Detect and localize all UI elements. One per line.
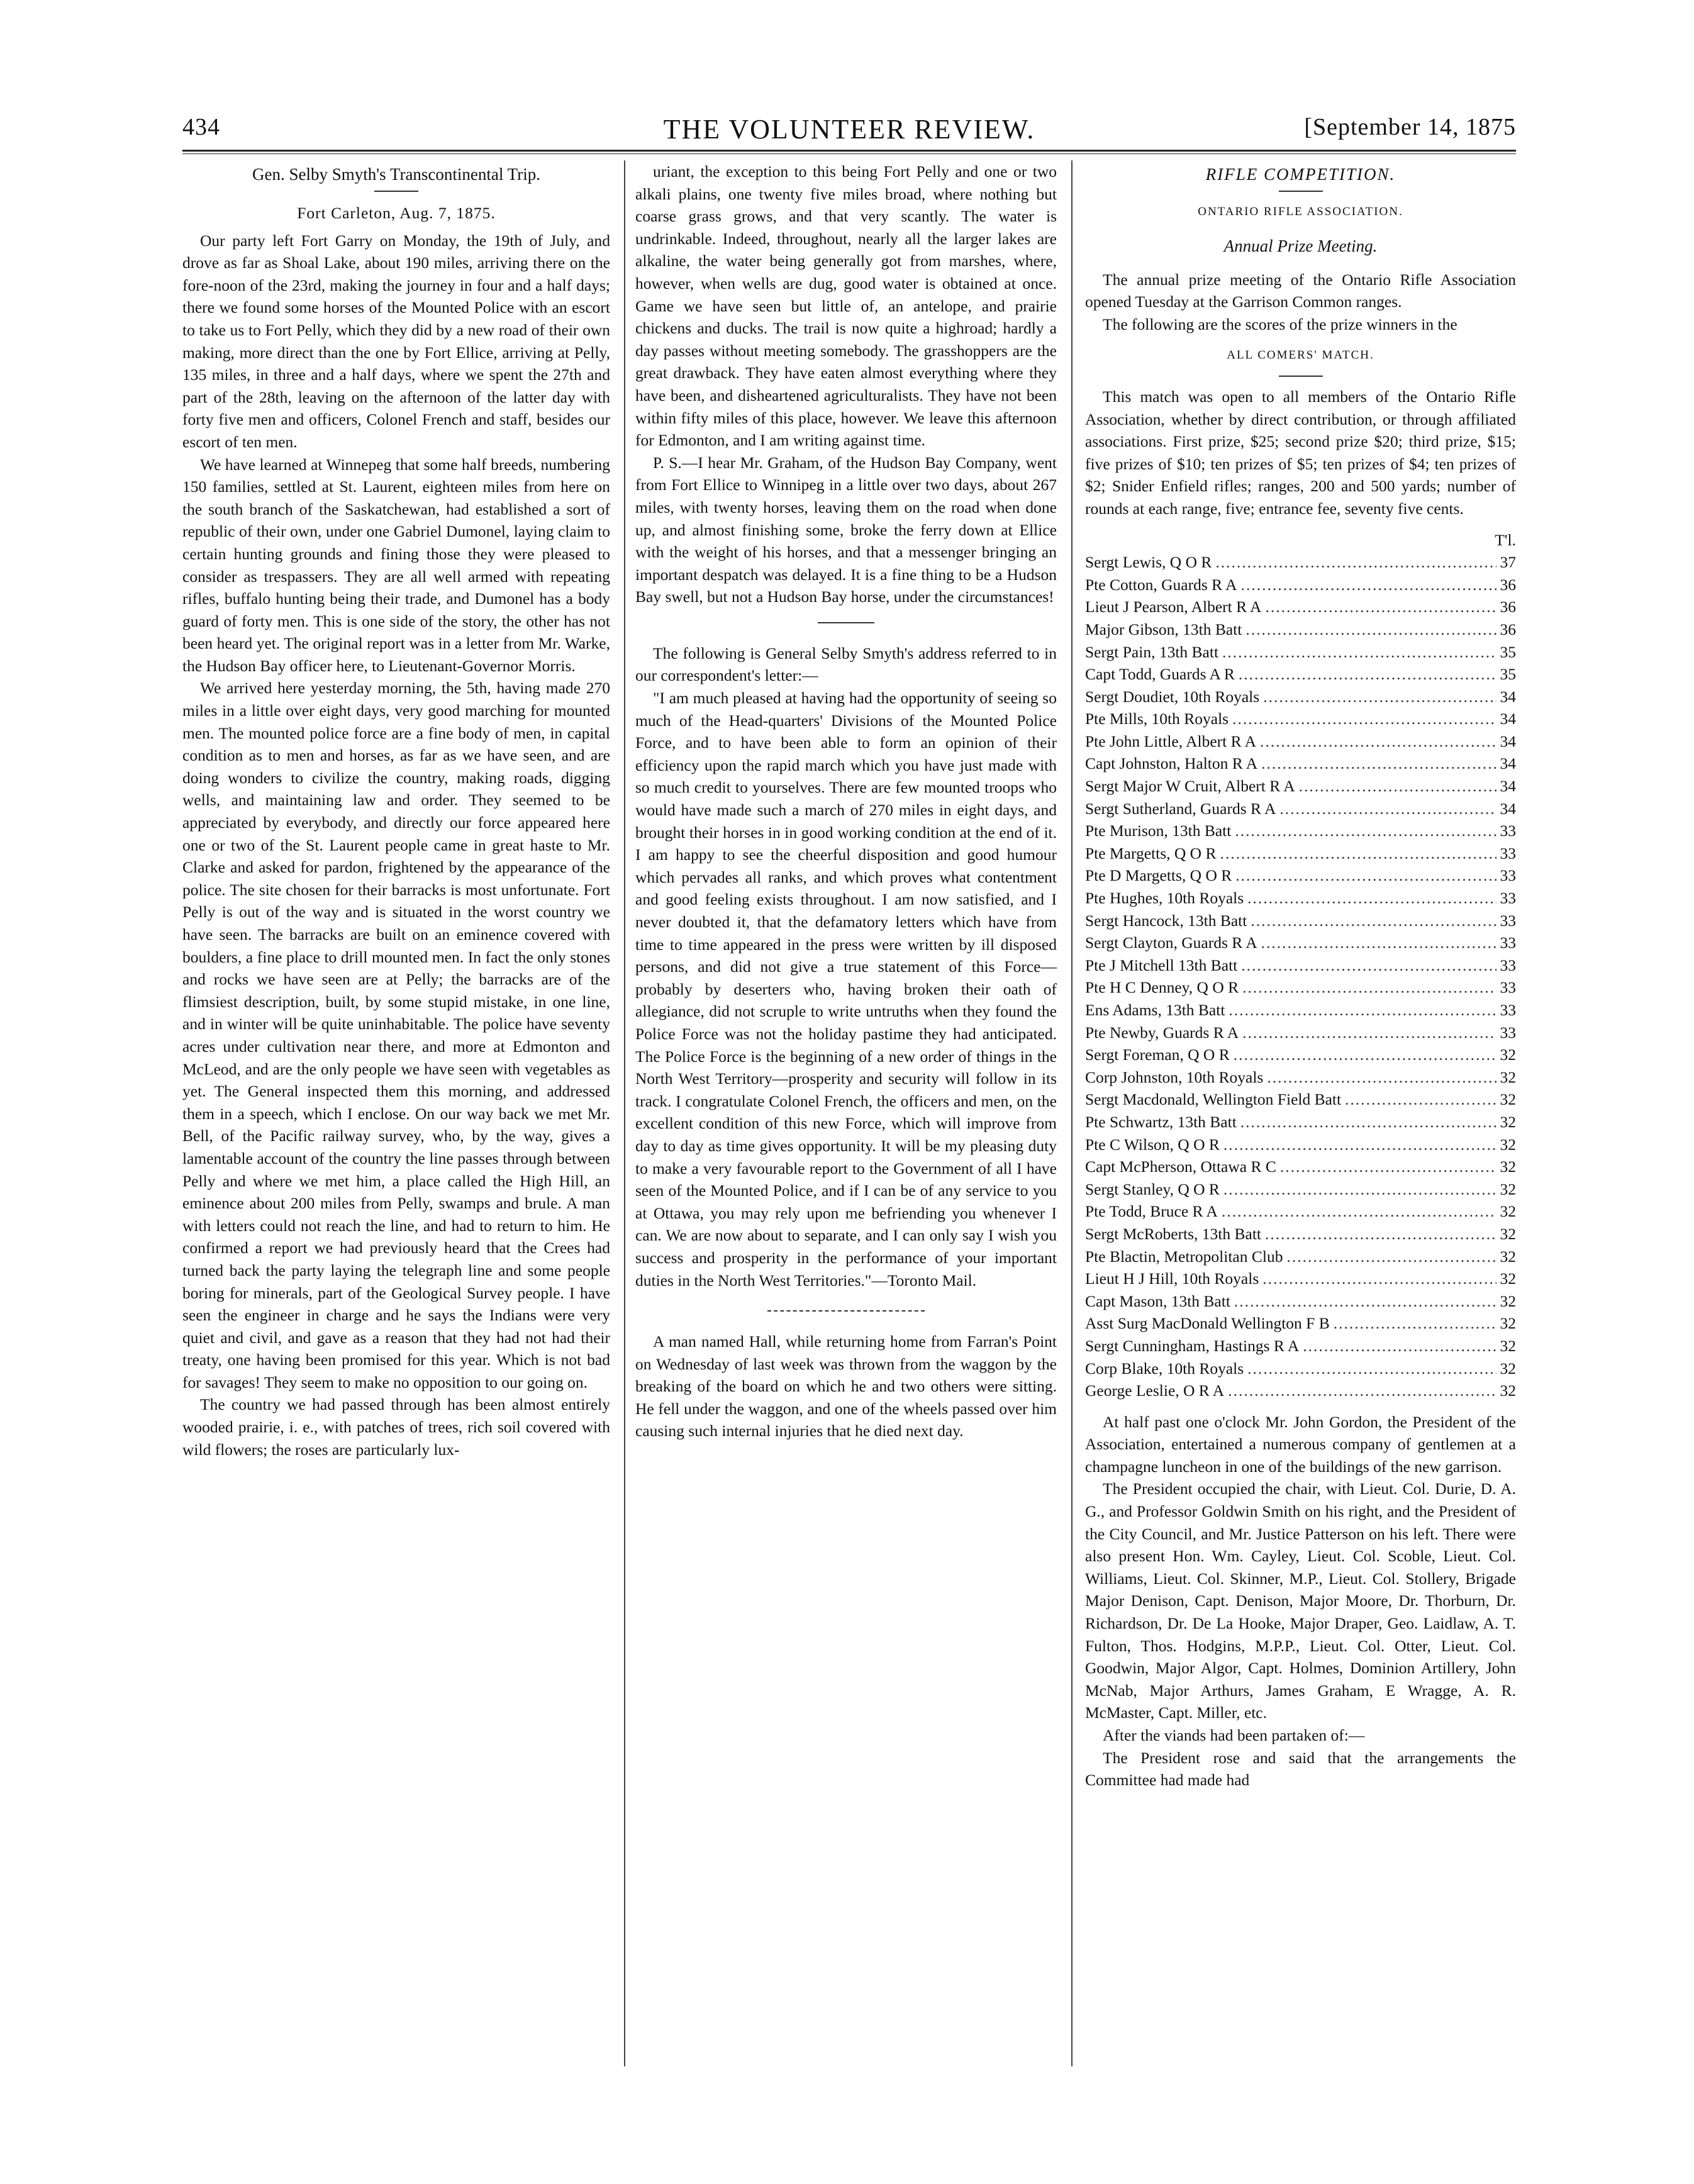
score-row xyxy=(1085,1290,1516,1313)
competitor-total: 33 xyxy=(1500,978,1516,997)
score-row xyxy=(1085,932,1516,954)
competitor-total: 32 xyxy=(1500,1045,1516,1064)
match-rule xyxy=(1279,376,1323,377)
leader-dots xyxy=(1229,999,1496,1022)
leader-dots xyxy=(1223,1134,1496,1156)
competitor-total: 35 xyxy=(1500,642,1516,661)
rifle-title: RIFLE COMPETITION. xyxy=(1205,165,1396,184)
paragraph: The President rose and said that the arrangements the Committee had made had xyxy=(1085,1748,1516,1790)
competitor-name: Ens Adams, 13th Batt xyxy=(1085,1001,1225,1019)
competitor-total: 36 xyxy=(1500,598,1516,616)
leader-dots xyxy=(1279,798,1496,820)
score-row xyxy=(1085,976,1516,999)
meeting-title: Annual Prize Meeting. xyxy=(1223,236,1378,255)
competitor-total: 34 xyxy=(1500,799,1516,818)
competitor-total: 34 xyxy=(1500,777,1516,796)
score-row xyxy=(1085,999,1516,1022)
paragraph: The country we had passed through has been almost entirely wooded prairie, i. e., with patches of trees, rich soil covered with wild flowers; the roses are particularly lux- xyxy=(182,1395,610,1459)
competitor-name: Capt Todd, Guards A R xyxy=(1085,665,1235,684)
paragraph: uriant, the exception to this being Fort Pelly and one or two alkali plains, one twenty five miles broad, where nothing but coarse grass grows, and that very scantly. The water is undrinkable. Indeed, throughout, nearly all the larger lakes are alkaline, the water being generally got from marshes, where, however, when wells are dug, good water is obtained at once. Game we have seen but little of, an antelope, and prairie chickens and ducks. The trail is now quite a highroad; hardly a day passes without meeting somebody. The grasshoppers are the great drawback. They have eaten almost everything where they have been, and disheartened agriculturalists. They have not been within fifty miles of this place, however. We leave this afternoon for Edmonton, and I am writing against time. xyxy=(635,162,1057,450)
competitor-total: 32 xyxy=(1500,1112,1516,1131)
leader-dots xyxy=(1303,1335,1496,1357)
column-2 xyxy=(635,160,1057,1442)
competitor-total: 34 xyxy=(1500,732,1516,750)
competitor-total: 32 xyxy=(1500,1135,1516,1154)
leader-dots xyxy=(1242,1022,1496,1044)
competitor-name: Capt Mason, 13th Batt xyxy=(1085,1291,1230,1310)
score-row xyxy=(1085,887,1516,910)
paragraph: "I am much pleased at having had the opportunity of seeing so much of the Head-quarters' Divisions of the Mounted Police Force, and to have been able to form an opinion of their efficiency upon the rapid march which you have just made with so much credit to yourselves. There are few mounted troops who would have made such a march of 270 miles in eight days, and brought their horses in in good working condition at the end of it. I am happy to see the cheerful disposition and good humour which pervades all ranks, and which proves what contentment and good feeling exists throughout. I am now satisfied, and I never doubted it, that the defamatory letters which have from time to time appeared in the press were written by ill disposed persons, and did not give a true statement of this Force—probably by deserters who, having broken their oath of allegiance, did not scruple to write untruths when they found the Police Force was not the holiday pastime they had anticipated. The Police Force is the beginning of a new order of things in the North West Territory—prosperity and security will follow in its track. I congratulate Colonel French, the officers and men, on the excellent condition of this new Force, which will improve from day to day as time gives opportunity. It will be my pleasing duty to make a very favourable report to the Government of all I have seen of the Mounted Police, and if I can be of any service to you at Ottawa, you may rely upon me befriending you whenever I can. We are now about to separate, and I can only say I wish you success and prosperity in the performance of your important duties in the North West Territories."—Toronto Mail. xyxy=(635,689,1057,1290)
leader-dots xyxy=(1286,1245,1496,1268)
competitor-name: George Leslie, O R A xyxy=(1085,1381,1225,1400)
competitor-name: Corp Johnston, 10th Royals xyxy=(1085,1067,1264,1086)
header-rule-thin xyxy=(182,153,1516,154)
competitor-name: Pte Schwartz, 13th Batt xyxy=(1085,1112,1237,1131)
competitor-total: 33 xyxy=(1500,1001,1516,1019)
competitor-total: 33 xyxy=(1500,844,1516,862)
leader-dots xyxy=(1261,932,1496,954)
competitor-name: Pte John Little, Albert R A xyxy=(1085,732,1256,750)
paragraph: A man named Hall, while returning home from Farran's Point on Wednesday of last week was thrown from the waggon by the breaking of the board on which he and two others were sitting. He fell under the waggon, and one of the wheels passed over him causing such internal injuries that he died next day. xyxy=(635,1332,1057,1440)
competitor-name: Sergt Foreman, Q O R xyxy=(1085,1045,1230,1064)
paragraph: Our party left Fort Garry on Monday, the 19th of July, and drove as far as Shoal Lake, about 190 miles, arriving there on the fore-noon of the 23rd, making the journey in four and a half days; there we found some horses of the Mounted Police with an escort to take us to Fort Pelly, which they did by a new road of their own making, more direct than the one by Fort Ellice, arriving at Pelly, 135 miles, in three and a half days, where we spent the 27th and part of the 28th, leaving on the afternoon of the latter day with forty five men and officers, Colonel French and staff, besides our escort of ten men. xyxy=(182,231,610,451)
leader-dots xyxy=(1280,1156,1496,1178)
score-table xyxy=(1085,551,1516,1402)
leader-dots xyxy=(1251,910,1496,932)
score-row xyxy=(1085,730,1516,753)
competitor-name: Sergt Lewis, Q O R xyxy=(1085,553,1212,572)
score-row xyxy=(1085,1178,1516,1201)
paragraph: The following are the scores of the prize winners in the xyxy=(1103,315,1457,333)
score-row xyxy=(1085,798,1516,820)
page-number: 434 xyxy=(182,114,220,140)
leader-dots xyxy=(1223,1178,1496,1201)
competitor-total: 34 xyxy=(1500,687,1516,706)
association-name: ONTARIO RIFLE ASSOCIATION. xyxy=(1198,205,1403,218)
leader-dots xyxy=(1222,1200,1496,1223)
competitor-name: Pte Mills, 10th Royals xyxy=(1085,710,1229,728)
score-row xyxy=(1085,1044,1516,1066)
competitor-name: Sergt Hancock, 13th Batt xyxy=(1085,911,1247,930)
leader-dots xyxy=(1247,1357,1496,1380)
leader-dots xyxy=(1263,686,1496,708)
competitor-total: 32 xyxy=(1500,1359,1516,1378)
title-rule xyxy=(374,191,418,192)
article-title: Gen. Selby Smyth's Transcontinental Trip. xyxy=(252,165,540,184)
leader-dots xyxy=(1267,1066,1496,1089)
header-rule xyxy=(182,150,1516,152)
competitor-name: Sergt McRoberts, 13th Batt xyxy=(1085,1224,1262,1243)
paragraph: The following is General Selby Smyth's address referred to in our correspondent's letter:— xyxy=(635,644,1057,685)
address-letter xyxy=(635,642,1057,1291)
competitor-total: 32 xyxy=(1500,1090,1516,1109)
score-row xyxy=(1085,551,1516,574)
competitor-name: Pte Blactin, Metropolitan Club xyxy=(1085,1247,1283,1266)
leader-dots xyxy=(1334,1312,1496,1335)
paragraph: P. S.—I hear Mr. Graham, of the Hudson Bay Company, went from Fort Ellice to Winnipeg in a little over two days, about 267 miles, with twenty horses, leaving them on the road when done up, and almost finishing some, broke the ferry down at Ellice with the weight of his horses, and that a messenger bringing an important despatch was delayed. It is a fine thing to be a Hudson Bay swell, but not a Hudson Bay horse, under the circumstances! xyxy=(635,453,1057,606)
score-row xyxy=(1085,1245,1516,1268)
leader-dots xyxy=(1299,775,1496,798)
leader-dots xyxy=(1232,708,1496,730)
paragraph: After the viands had been partaken of:— xyxy=(1103,1726,1365,1744)
competitor-total: 32 xyxy=(1500,1291,1516,1310)
section-rule xyxy=(818,622,874,623)
score-row xyxy=(1085,574,1516,596)
competitor-total: 32 xyxy=(1500,1247,1516,1266)
competitor-total: 33 xyxy=(1500,866,1516,885)
competitor-total: 35 xyxy=(1500,665,1516,684)
leader-dots xyxy=(1235,864,1496,887)
competitor-total: 33 xyxy=(1500,822,1516,840)
column-3 xyxy=(1085,160,1516,1791)
score-row xyxy=(1085,1134,1516,1156)
competitor-total: 32 xyxy=(1500,1202,1516,1221)
competitor-name: Pte H C Denney, Q O R xyxy=(1085,978,1239,997)
competitor-name: Pte Cotton, Guards R A xyxy=(1085,575,1237,594)
competitor-total: 37 xyxy=(1500,553,1516,572)
score-row xyxy=(1085,618,1516,641)
leader-dots xyxy=(1240,1111,1496,1134)
competitor-name: Sergt Clayton, Guards R A xyxy=(1085,933,1257,952)
competitor-total: 33 xyxy=(1500,933,1516,952)
article-body xyxy=(182,230,610,1461)
score-row xyxy=(1085,663,1516,686)
competitor-total: 34 xyxy=(1500,754,1516,773)
title-rule xyxy=(1279,191,1323,192)
match-title: ALL COMERS' MATCH. xyxy=(1227,348,1374,362)
score-row xyxy=(1085,596,1516,618)
competitor-total: 32 xyxy=(1500,1336,1516,1355)
score-row xyxy=(1085,1357,1516,1380)
column-divider xyxy=(1071,160,1073,2066)
issue-date: [September 14, 1875 xyxy=(1304,114,1516,140)
leader-dots xyxy=(1242,976,1496,999)
leader-dots xyxy=(1265,596,1496,618)
score-row xyxy=(1085,708,1516,730)
leader-dots xyxy=(1239,663,1496,686)
score-row xyxy=(1085,842,1516,865)
page-header xyxy=(182,113,1516,151)
leader-dots xyxy=(1265,1223,1496,1245)
paragraph: We arrived here yesterday morning, the 5th, having made 270 miles in a little over eight days, very good marching for mounted men. The mounted police force are a fine body of men, in capital condition as to men and horses, as far as we have seen, and are doing wonders to civilize the country, making roads, digging wells, and maintaining law and order. They seemed to be appreciated by everybody, and directly our force appeared here one or two of the St. Laurent people came in great haste to Mr. Clarke and asked for pardon, frightened by the appearance of the police. The site chosen for their barracks is most unfortunate. Fort Pelly is out of the way and is situated in the worst country we have seen. The barracks are built on an eminence covered with boulders, a fine place to drill mounted men. In fact the only stones and rocks we have seen are at Pelly; the barracks are of the flimsiest description, built, by some stupid mistake, in one line, and in winter will be quite uninhabitable. The police have seventy acres under cultivation near there, and more at Edmonton and McLeod, and are the only people we have seen with vegetables as yet. The General inspected them this morning, and addressed them in a speech, which I enclose. On our way back we met Mr. Bell, of the Pacific railway survey, who, by the way, gives a lamentable account of the country the line passes through between Pelly and where we met him, a place called the High Hill, an eminence about 200 miles from Pelly, swamps and brule. A man with letters could not reach the line, and had to return to him. He confirmed a report we had previously heard that the Crees had turned back the party laying the telegraph line and some people boring for minerals, part of the Geological Survey people. I have seen the engineer in charge and he says the Indians were very quiet and civil, and gave as a reason that they had not had their treaty, one having been promised for this year. Which is not bad for savages! They seem to make no opposition to our going on. xyxy=(182,679,610,1391)
competitor-total: 32 xyxy=(1500,1179,1516,1198)
leader-dots xyxy=(1234,1044,1496,1066)
score-row xyxy=(1085,686,1516,708)
competitor-total: 33 xyxy=(1500,956,1516,974)
competitor-name: Asst Surg MacDonald Wellington F B xyxy=(1085,1314,1330,1333)
score-row xyxy=(1085,1223,1516,1245)
competitor-name: Capt McPherson, Ottawa R C xyxy=(1085,1157,1276,1176)
section-separator xyxy=(767,1310,925,1312)
competitor-name: Pte J Mitchell 13th Batt xyxy=(1085,956,1238,974)
leader-dots xyxy=(1215,551,1496,574)
luncheon-report xyxy=(1085,1411,1516,1791)
competitor-name: Pte D Margetts, Q O R xyxy=(1085,866,1232,885)
competitor-total: 32 xyxy=(1500,1314,1516,1333)
score-row xyxy=(1085,1022,1516,1044)
competitor-total: 32 xyxy=(1500,1157,1516,1176)
publication-title: THE VOLUNTEER REVIEW. xyxy=(663,114,1035,145)
competitor-total: 33 xyxy=(1500,889,1516,908)
column-divider xyxy=(624,160,625,2066)
competitor-name: Sergt Sutherland, Guards R A xyxy=(1085,799,1276,818)
total-column-label: T'l. xyxy=(1495,530,1516,549)
competitor-name: Pte Todd, Bruce R A xyxy=(1085,1202,1218,1221)
score-row xyxy=(1085,910,1516,932)
competitor-total: 33 xyxy=(1500,911,1516,930)
score-row xyxy=(1085,820,1516,842)
score-row xyxy=(1085,1268,1516,1290)
dateline: Fort Carleton, Aug. 7, 1875. xyxy=(297,204,496,222)
leader-dots xyxy=(1260,730,1496,753)
competitor-total: 32 xyxy=(1500,1067,1516,1086)
score-row xyxy=(1085,1088,1516,1111)
competitor-name: Major Gibson, 13th Batt xyxy=(1085,620,1242,638)
leader-dots xyxy=(1245,618,1496,641)
competitor-name: Sergt Macdonald, Wellington Field Batt xyxy=(1085,1090,1342,1109)
competitor-name: Capt Johnston, Halton R A xyxy=(1085,754,1258,773)
leader-dots xyxy=(1234,1290,1496,1313)
competitor-total: 36 xyxy=(1500,575,1516,594)
competitor-name: Pte Hughes, 10th Royals xyxy=(1085,889,1244,908)
leader-dots xyxy=(1262,1268,1496,1290)
competitor-name: Pte C Wilson, Q O R xyxy=(1085,1135,1220,1154)
leader-dots xyxy=(1228,1379,1496,1402)
paragraph: We have learned at Winnepeg that some half breeds, numbering 150 families, settled at St. Laurent, eighteen miles from here on the south branch of the Saskatchewan, had established a sort of republic of their own, under one Gabriel Dumonel, laying claim to certain hunting grounds and fining those they were pleased to consider as trespassers. They are all well armed with repeating rifles, buffalo hunting being their trade, and Dumonel has a body guard of forty men. This is one side of the story, the other has not been heard yet. The original report was in a letter from Mr. Warke, the Hudson Bay officer here, to Lieutenant-Governor Morris. xyxy=(182,455,610,675)
competitor-name: Pte Margetts, Q O R xyxy=(1085,844,1217,862)
competitor-name: Sergt Stanley, Q O R xyxy=(1085,1179,1220,1198)
score-row xyxy=(1085,1111,1516,1134)
score-row xyxy=(1085,954,1516,977)
competitor-total: 32 xyxy=(1500,1269,1516,1288)
competitor-name: Pte Murison, 13th Batt xyxy=(1085,822,1232,840)
leader-dots xyxy=(1241,574,1496,596)
paragraph: The annual prize meeting of the Ontario Rifle Association opened Tuesday at the Garrison Common ranges. xyxy=(1085,270,1516,311)
intro xyxy=(1085,269,1516,336)
score-row xyxy=(1085,864,1516,887)
competitor-name: Sergt Cunningham, Hastings R A xyxy=(1085,1336,1300,1355)
competitor-name: Sergt Major W Cruit, Albert R A xyxy=(1085,777,1295,796)
competitor-name: Lieut H J Hill, 10th Royals xyxy=(1085,1269,1259,1288)
news-item xyxy=(635,1330,1057,1442)
competitor-name: Pte Newby, Guards R A xyxy=(1085,1023,1239,1042)
paragraph: The President occupied the chair, with Lieut. Col. Durie, D. A. G., and Professor Goldwin Smith on his right, and the President of the City Council, and Mr. Justice Patterson on his left. There were also present Hon. Wm. Cayley, Lieut. Col. Scoble, Lieut. Col. Williams, Lieut. Col. Skinner, M.P., Lieut. Col. Stollery, Brigade Major Denison, Capt. Denison, Major Moore, Dr. Thorburn, Dr. Richardson, Dr. De La Hooke, Major Draper, Geo. Laidlaw, A. T. Fulton, Thos. Hodgins, M.P.P., Lieut. Col. Otter, Lieut. Col. Goodwin, Major Algor, Capt. Holmes, Dominion Artillery, John McNab, Major Arthurs, James Graham, E Wragge, A. R. McMaster, Capt. Miller, etc. xyxy=(1085,1479,1516,1722)
score-row xyxy=(1085,1066,1516,1089)
score-row xyxy=(1085,1312,1516,1335)
score-row xyxy=(1085,1379,1516,1402)
leader-dots xyxy=(1241,954,1496,977)
score-row xyxy=(1085,775,1516,798)
competitor-total: 36 xyxy=(1500,620,1516,638)
paragraph: At half past one o'clock Mr. John Gordon, the President of the Association, entertained a numerous company of gentlemen at a champagne luncheon in one of the buildings of the new garrison. xyxy=(1085,1412,1516,1476)
leader-dots xyxy=(1222,641,1496,664)
leader-dots xyxy=(1220,842,1496,865)
competitor-name: Corp Blake, 10th Royals xyxy=(1085,1359,1244,1378)
competitor-total: 34 xyxy=(1500,710,1516,728)
leader-dots xyxy=(1235,820,1496,842)
article-continuation xyxy=(635,160,1057,608)
competitor-total: 33 xyxy=(1500,1023,1516,1042)
competitor-total: 32 xyxy=(1500,1224,1516,1243)
score-row xyxy=(1085,752,1516,775)
competitor-name: Lieut J Pearson, Albert R A xyxy=(1085,598,1262,616)
leader-dots xyxy=(1261,752,1496,775)
score-row xyxy=(1085,1156,1516,1178)
column-1 xyxy=(182,160,610,1461)
competitor-name: Sergt Doudiet, 10th Royals xyxy=(1085,687,1260,706)
score-row xyxy=(1085,641,1516,664)
score-row xyxy=(1085,1335,1516,1357)
competitor-name: Sergt Pain, 13th Batt xyxy=(1085,642,1219,661)
leader-dots xyxy=(1345,1088,1496,1111)
leader-dots xyxy=(1247,887,1496,910)
score-row xyxy=(1085,1200,1516,1223)
competitor-total: 32 xyxy=(1500,1381,1516,1400)
match-description: This match was open to all members of the Ontario Rifle Association, whether by direct contribution, or through affiliated associations. First prize, $25; second prize $20; third prize, $15; five prizes of $10; ten prizes of $5; ten prizes of $4; ten prizes of $2; Snider Enfield rifles; ranges, 200 and 500 yards; number of rounds at each range, five; entrance fee, seventy five cents. xyxy=(1085,387,1516,518)
